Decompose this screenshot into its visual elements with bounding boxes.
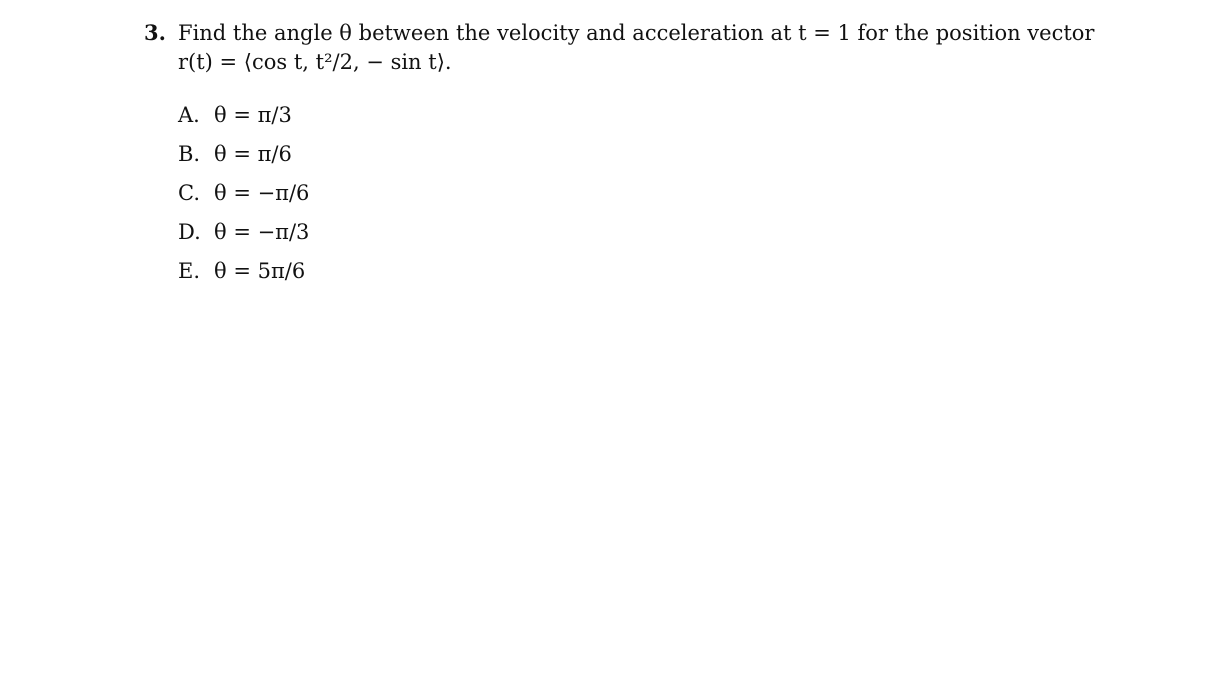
choice-letter: C. (178, 181, 200, 205)
choice-c (178, 178, 309, 217)
question-number: 3. (144, 20, 166, 45)
choice-letter: D. (178, 220, 201, 244)
choice-text: θ = 5π/6 (214, 259, 306, 283)
question-line-2 (144, 48, 1084, 77)
choice-text: θ = π/6 (214, 142, 292, 166)
question-text-line-1: Find the angle θ between the velocity and acceleration at t = 1 for the position vector (178, 21, 1095, 45)
choice-text: θ = −π/3 (214, 220, 310, 244)
question-line-1 (144, 18, 1095, 48)
question-text-line-2: r(t) = ⟨cos t, t²/2, − sin t⟩. (178, 50, 452, 74)
answer-choices (178, 100, 309, 295)
choice-text: θ = π/3 (214, 103, 292, 127)
choice-d (178, 217, 309, 256)
choice-letter: B. (178, 142, 201, 166)
choice-letter: E. (178, 259, 201, 283)
choice-e (178, 256, 309, 295)
choice-a (178, 100, 309, 139)
question-block (144, 18, 1095, 77)
choice-text: θ = −π/6 (214, 181, 310, 205)
choice-letter: A. (178, 103, 200, 127)
choice-b (178, 139, 309, 178)
